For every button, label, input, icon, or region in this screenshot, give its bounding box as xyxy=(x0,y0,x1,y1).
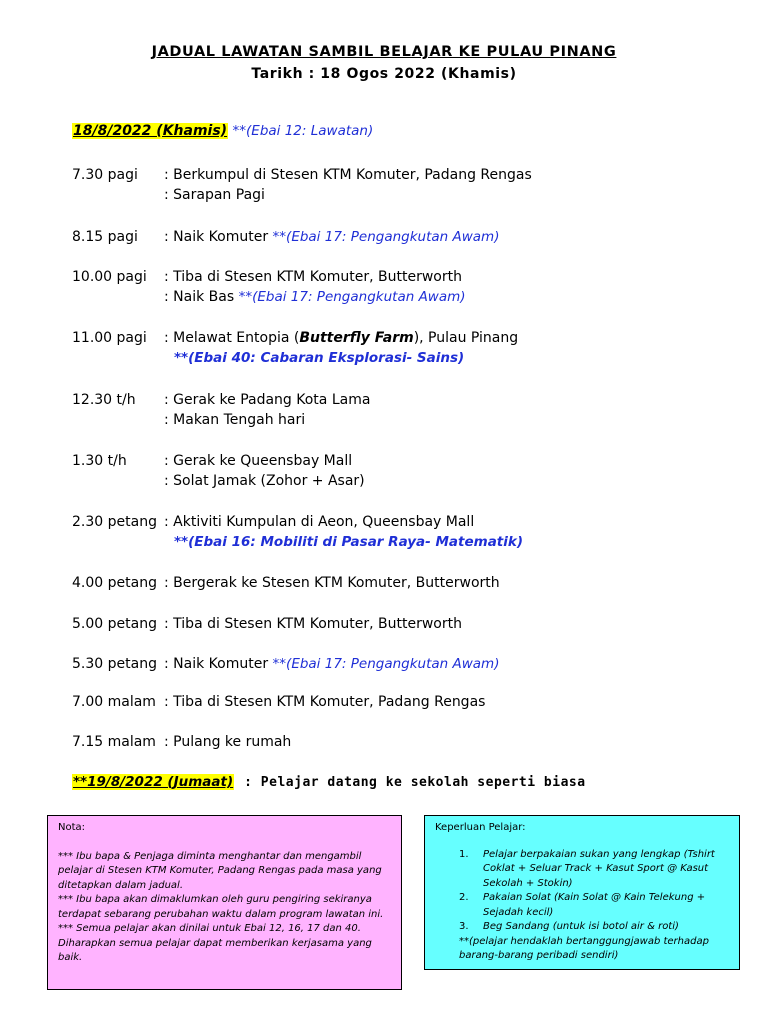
list-item xyxy=(435,891,729,920)
schedule-row xyxy=(72,692,485,712)
schedule-text: : Naik Komuter xyxy=(164,656,269,672)
list-text: Beg Sandang (untuk isi botol air & roti) xyxy=(483,921,679,932)
list-number: 2. xyxy=(459,892,469,903)
day1-ebai: **(Ebai 12: Lawatan) xyxy=(232,123,374,139)
schedule-row xyxy=(72,390,370,430)
schedule-time: 7.00 malam xyxy=(72,694,156,710)
nota-paragraph: *** Ibu bapa akan dimaklumkan oleh guru pengiring sekiranya terdapat sebarang perubahan waktu dalam program lawatan ini. xyxy=(58,894,384,920)
schedule-time: 7.15 malam xyxy=(72,734,156,750)
day2-date: **19/8/2022 (Jumaat) xyxy=(73,774,234,790)
schedule-row xyxy=(72,165,532,205)
schedule-subline xyxy=(72,287,466,307)
list-text: Pelajar berpakaian sukan yang lengkap (Tshirt Coklat + Seluar Track + Kasut Sport @ Kasut Sekolah + Stokin) xyxy=(483,848,715,889)
schedule-time: 2.30 petang xyxy=(72,514,157,530)
document-title: JADUAL LAWATAN SAMBIL BELAJAR KE PULAU PINANG xyxy=(151,44,617,60)
list-number: 1. xyxy=(459,848,469,860)
list-item xyxy=(435,920,729,935)
schedule-ebai: **(Ebai 16: Mobiliti di Pasar Raya- Matematik) xyxy=(174,534,524,550)
schedule-row xyxy=(72,512,523,552)
schedule-time: 10.00 pagi xyxy=(72,269,147,285)
list-text: Pakaian Solat (Kain Solat @ Kain Telekung + Sejadah kecil) xyxy=(483,892,706,918)
schedule-text: : Tiba di Stesen KTM Komuter, Butterworth xyxy=(164,616,462,632)
list-item xyxy=(435,848,729,892)
list-number: 3. xyxy=(459,921,469,932)
nota-box xyxy=(47,815,402,990)
keperluan-box xyxy=(424,815,740,970)
schedule-ebai: **(Ebai 17: Pengangkutan Awam) xyxy=(272,229,500,245)
schedule-row xyxy=(72,614,462,634)
schedule-ebai: **(Ebai 17: Pengangkutan Awam) xyxy=(238,289,466,305)
day1-heading xyxy=(72,123,373,139)
schedule-ebai: **(Ebai 40: Cabaran Eksplorasi- Sains) xyxy=(174,350,465,366)
schedule-time: 7.30 pagi xyxy=(72,167,138,183)
schedule-text: : Solat Jamak (Zohor + Asar) xyxy=(164,473,365,489)
schedule-text: : Berkumpul di Stesen KTM Komuter, Padang Rengas xyxy=(164,167,532,183)
schedule-text: ), Pulau Pinang xyxy=(413,330,519,346)
schedule-row xyxy=(72,573,500,593)
keperluan-list xyxy=(435,848,729,935)
nota-paragraph: *** Semua pelajar akan dinilai untuk Ebai 12, 16, 17 dan 40. Diharapkan semua pelajar dapat memberikan kerjasama yang baik. xyxy=(58,923,372,963)
schedule-time: 5.00 petang xyxy=(72,616,157,632)
schedule-row xyxy=(72,451,365,491)
schedule-text: : Tiba di Stesen KTM Komuter, Butterworth xyxy=(164,269,462,285)
schedule-ebai: **(Ebai 17: Pengangkutan Awam) xyxy=(272,656,500,672)
day2-note: : Pelajar datang ke sekolah seperti biasa xyxy=(244,775,586,790)
schedule-row xyxy=(72,654,499,674)
schedule-text: : Tiba di Stesen KTM Komuter, Padang Rengas xyxy=(164,694,486,710)
day2-line xyxy=(72,774,586,790)
schedule-row xyxy=(72,732,291,752)
document-date: Tarikh : 18 Ogos 2022 (Khamis) xyxy=(251,66,517,82)
schedule-text: : Naik Bas xyxy=(164,289,235,305)
schedule-text: : Pulang ke rumah xyxy=(164,734,292,750)
nota-heading: Nota: xyxy=(58,822,86,833)
schedule-row xyxy=(72,227,499,247)
schedule-time: 5.30 petang xyxy=(72,656,157,672)
schedule-row xyxy=(72,328,518,368)
schedule-text-emphasis: Butterfly Farm xyxy=(299,330,414,346)
nota-paragraph: *** Ibu bapa & Penjaga diminta menghantar dan mengambil pelajar di Stesen KTM Komuter, Padang Rengas pada masa yang ditetapkan dalam jadual. xyxy=(58,850,382,891)
schedule-time: 4.00 petang xyxy=(72,575,157,591)
schedule-text: : Sarapan Pagi xyxy=(164,187,265,203)
schedule-text: : Bergerak ke Stesen KTM Komuter, Butterworth xyxy=(164,575,500,591)
schedule-time: 1.30 t/h xyxy=(72,453,127,469)
keperluan-footnote: **(pelajar hendaklah bertanggungjawab terhadap barang-barang peribadi sendiri) xyxy=(459,935,709,961)
schedule-time: 8.15 pagi xyxy=(72,229,138,245)
schedule-text: : Melawat Entopia ( xyxy=(164,330,300,346)
schedule-text: : Naik Komuter xyxy=(164,229,269,245)
schedule-text: : Makan Tengah hari xyxy=(164,412,306,428)
schedule-time: 11.00 pagi xyxy=(72,330,147,346)
schedule-row xyxy=(72,267,466,307)
schedule-time: 12.30 t/h xyxy=(72,392,136,408)
day1-date: 18/8/2022 (Khamis) xyxy=(73,123,228,139)
schedule-text: : Gerak ke Padang Kota Lama xyxy=(164,392,371,408)
schedule-text: : Aktiviti Kumpulan di Aeon, Queensbay Mall xyxy=(164,514,475,530)
keperluan-heading: Keperluan Pelajar: xyxy=(435,822,526,833)
schedule-text: : Gerak ke Queensbay Mall xyxy=(164,453,353,469)
